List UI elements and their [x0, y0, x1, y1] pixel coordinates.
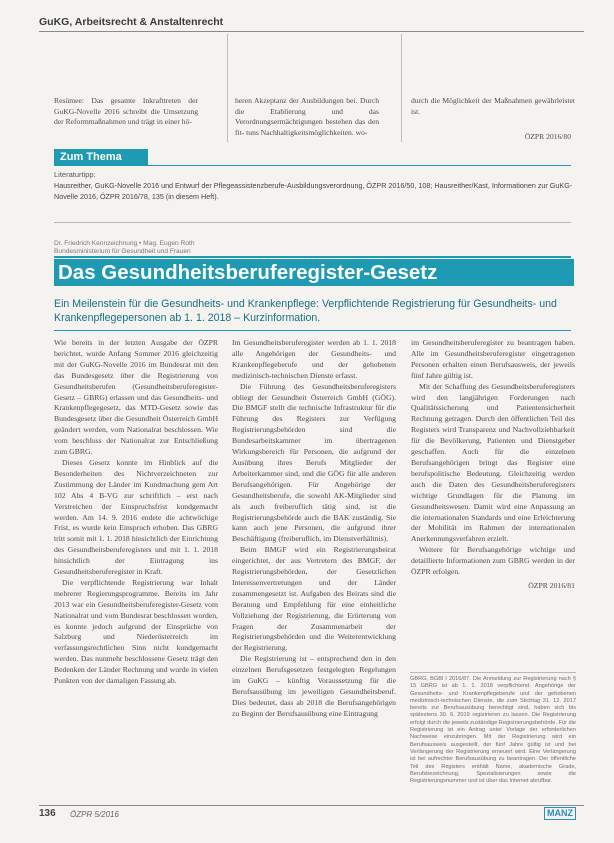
publisher-logo: MANZ — [544, 807, 576, 820]
running-header: GuKG, Arbeitsrecht & Anstaltenrecht — [39, 16, 224, 28]
paragraph: Im Gesundheitsberuferegister werden ab 1. 1. 2018 alle Angehörigen der Gesundheits- und Krankenpflegeberufe und der gehobenen medizinisch-technischen Dienste erfasst. — [232, 338, 396, 380]
magazine-issue: ÖZPR 5/2016 — [70, 810, 119, 819]
body-column-3 — [411, 338, 575, 592]
paragraph: Wie bereits in der letzten Ausgabe der ÖZPR berichtet, wurde Anfang Sommer 2016 gleichzeitig mit der GuKG-Novelle 2016 im Bundesrat mit den das Bundesgesetz über die Registrierung von Gesundheitsberufen (Gesundheitsberuferegister-Gesetz – GBRG) erlassen und das Gesundheits- und Krankenpflegegesetz, das MTD-Gesetz sowie das Bundesgesetz über die Gesundheit Österreich GmbH geändert werden, vom Nationalrat beschlossen. Wie vom beschluss der Nationalrat zur Entschließung zum GBRG. — [54, 338, 218, 457]
footnote-divider — [410, 672, 576, 673]
page-number: 136 — [39, 808, 56, 819]
author-affiliation: Bundesministerium für Gesundheit und Frauen — [54, 248, 191, 256]
author-block — [54, 240, 195, 257]
zum-thema-rule — [148, 165, 571, 166]
body-column-1 — [54, 338, 218, 687]
paragraph: Die Führung des Gesundheitsberuferegisters obliegt der Gesundheit Österreich GmbH (GÖG). Die BMGF stellt die technische Infrastruktur für die Führung des Registers zur Verfügung Registrierungsbehörden sind die Bundesarbeitskammer im übertragenen Wirkungsbereich für Personen, die aufgrund der Ausübung ihres Berufs Mitglieder der Arbeiterkammer sind, und die GÖG für alle anderen Berufsangehörigen. Für Angehörige der Gesundheitsberufe, die sowohl AK-Mitglieder sind als auch freiberuflich tätig sind, ist die Registrierungsbehörde auch die BAK zuständig. Sie kann auch jene Personen, die aufgrund ihrer Beschäftigung (freiberuflich, im Dienstverhältnis). — [232, 381, 396, 544]
body-column-2 — [232, 338, 396, 720]
article-source: ÖZPR 2016/81 — [528, 580, 575, 590]
paragraph: Mit der Schaffung des Gesundheitsberuferegisters wird den langjährigen Forderungen nach Qualitätssicherung und Patientensicherheit Rechnung getragen. Durch den öffentlichen Teil des Registers wird Transparenz und Nachvollziehbarkeit für die Bevölkerung, Patienten und Dienstgeber geschaffen. Auch für die einzelnen Berufsangehörigen bringt das Register eine berufspolitische Bedeutung. Gleichzeitig werden auch die Daten des Gesundheitsberuferegisters wichtige Grundlagen für die Planung im Gesundheitswesen. Damit wird eine Anpassung an die internationalen Standards und eine Erleichterung der Mobilität im Rahmen der internationalen Anerkennungsverfahren erzielt. — [411, 381, 575, 544]
header-divider — [39, 31, 584, 32]
paragraph: Dieses Gesetz konnte im Hinblick auf die Besonderheiten des Nichtverzeichneten zur Zustimmung der Länder im Kundmachung gem Art 102 Abs 4 B-VG zur schriftlich – erst nach Verstreichen der Einspruchsfrist kundgemacht werden. Am 14. 9. 2016 endete die achtwöchige Frist, es wurde kein Einspruch erhoben. Das GBRG tritt somit mit 1. 1. 2018 hinsichtlich der Einrichtung des Gesundheitsberuferegisters und mit 1. 1. 2018 hinsichtlich der Eintragung ins Gesundheitsberuferegister in Kraft. — [54, 457, 218, 577]
literature-text: Hausreither, GuKG-Novelle 2016 und Entwurf der Pflegeassistenzberufe-Ausbildungsverordnung, ÖZPR 2016/50, 108; Hausreither/Kast, Informationen zur GuKG-Novelle 2016, ÖZPR 2016/78, 135 (in diesem Heft). — [54, 181, 573, 201]
column-divider — [227, 34, 228, 142]
column-divider — [401, 34, 402, 142]
literature-heading: Literaturtipp: — [54, 170, 96, 179]
paragraph: Die verpflichtende Registrierung war Inhalt mehrerer Regierungsprogramme. Bereits im Jahr 2013 war ein Gesundheitsberuferegister-Gesetz vom Nationalrat und vom Bundesrat beschlossen worden, es konnte jedoch aufgrund der Einsprüche von Salzburg und Niederösterreich im verfassungsrechtlichen Sinn nicht kundgemacht werden. Das nunmehr beschlossene Gesetz trägt den Bedenken der Länder Rechnung und wurde in vielen Punkten von der damaligen Fassung ab. — [54, 577, 218, 686]
paragraph: Beim BMGF wird ein Registrierungsbeirat eingerichtet, der aus Vertretern des BMGF, der Registrierungsbehörden, der Gesetzlichen Interessenvertretungen und der Länder zusammengesetzt ist. Aufgaben des Beirats sind die Beratung und Empfehlung für eine einheitliche Vollziehung der Registrierung, die Erörterung von Fragen der Zusammenarbeit der Registrierungsbehörden und die Weiterentwicklung der Registrierung. — [232, 545, 396, 653]
paragraph: im Gesundheitsberuferegister zu beantragen haben. Alle im Gesundheitsberuferegister eingetragenen Personen erhalten einen Berufsausweis, der jeweils fünf Jahre gültig ist. — [411, 338, 575, 380]
literature-divider — [54, 222, 571, 223]
footer-divider — [39, 805, 584, 806]
previous-article-col-1: Resümee: Das gesamte Inkrafttreten der GuKG-Novelle 2016 schreibt die Umsetzung der Reformmaßnahmen und trägt in einer hö- — [54, 96, 198, 127]
zum-thema-badge: Zum Thema — [54, 149, 148, 166]
paragraph: Weitere für Berufsangehörige wichtige und detaillierte Informationen zum GBRG werden in der ÖZPR erfolgen. — [411, 545, 575, 577]
previous-article-col-3: durch die Möglichkeit der Maßnahmen gewährleistet ist. — [411, 96, 575, 116]
article-subtitle: Ein Meilenstein für die Gesundheits- und Krankenpflege: Verpflichtende Registrierung für Gesundheits- und Krankenpflegepersonen ab 1. 1. 2018 – Kurzinformation. — [54, 298, 557, 324]
article-title: Das Gesundheitsberuferegister-Gesetz — [54, 259, 574, 286]
author-names: Dr. Friedrich Kennzeichnung • Mag. Eugen Roth — [54, 240, 195, 247]
footnote: GBRG, BGBl I 2016/87. Die Anmeldung zur Registrierung nach § 15 GBRG ist ab 1. 1. 2018 verpflichtend. Angehörige der Gesundheits- und Krankenpflegeberufe und der gehobenen medizinisch-technischen Dienste, die zum Stichtag 31. 12. 2017 bereits zur Berufsausübung berechtigt sind, haben sich bis spätestens 30. 6. 2019 registrieren zu lassen. Die Registrierung erfolgt durch die jeweils zuständige Registrierungsbehörde. Für die Registrierung ist ein Antrag unter Vorlage der erforderlichen Nachweise einzubringen. Mit der Registrierung wird ein Berufsausweis ausgestellt, der fünf Jahre gültig ist und bei Verlängerung der Registrierung erneuert wird. Eine Verlängerung ist bei aufrechter Berufsausübung zu beantragen. Der öffentliche Teil des Registers enthält Name, akademische Grade, Berufsbezeichnung, Spezialisierungen sowie die Registrierungsnummer und ist über das Internet abrufbar. — [410, 676, 576, 785]
title-rule-top — [54, 256, 571, 258]
previous-article-source: ÖZPR 2016/80 — [524, 132, 571, 141]
subtitle-rule — [54, 330, 571, 331]
paragraph: Die Registrierung ist – entsprechend den in den einzelnen Berufsgesetzen festgelegten Regelungen im GuKG – künftig Voraussetzung für die Berufsausübung im jeweiligen Gesundheitsberuf. Dies bedeutet, dass ab 2018 die Berufsangehörigen zu Beginn der Berufsausübung eine Eintragung — [232, 654, 396, 718]
previous-article-col-2: heren Akzeptanz der Ausbildungen bei. Durch die Etablierung und das Verordnungsermächtigungen bestehen das den fit- tuns Nachhaltigkeitsmöglichkeiten. wo- — [235, 96, 379, 137]
